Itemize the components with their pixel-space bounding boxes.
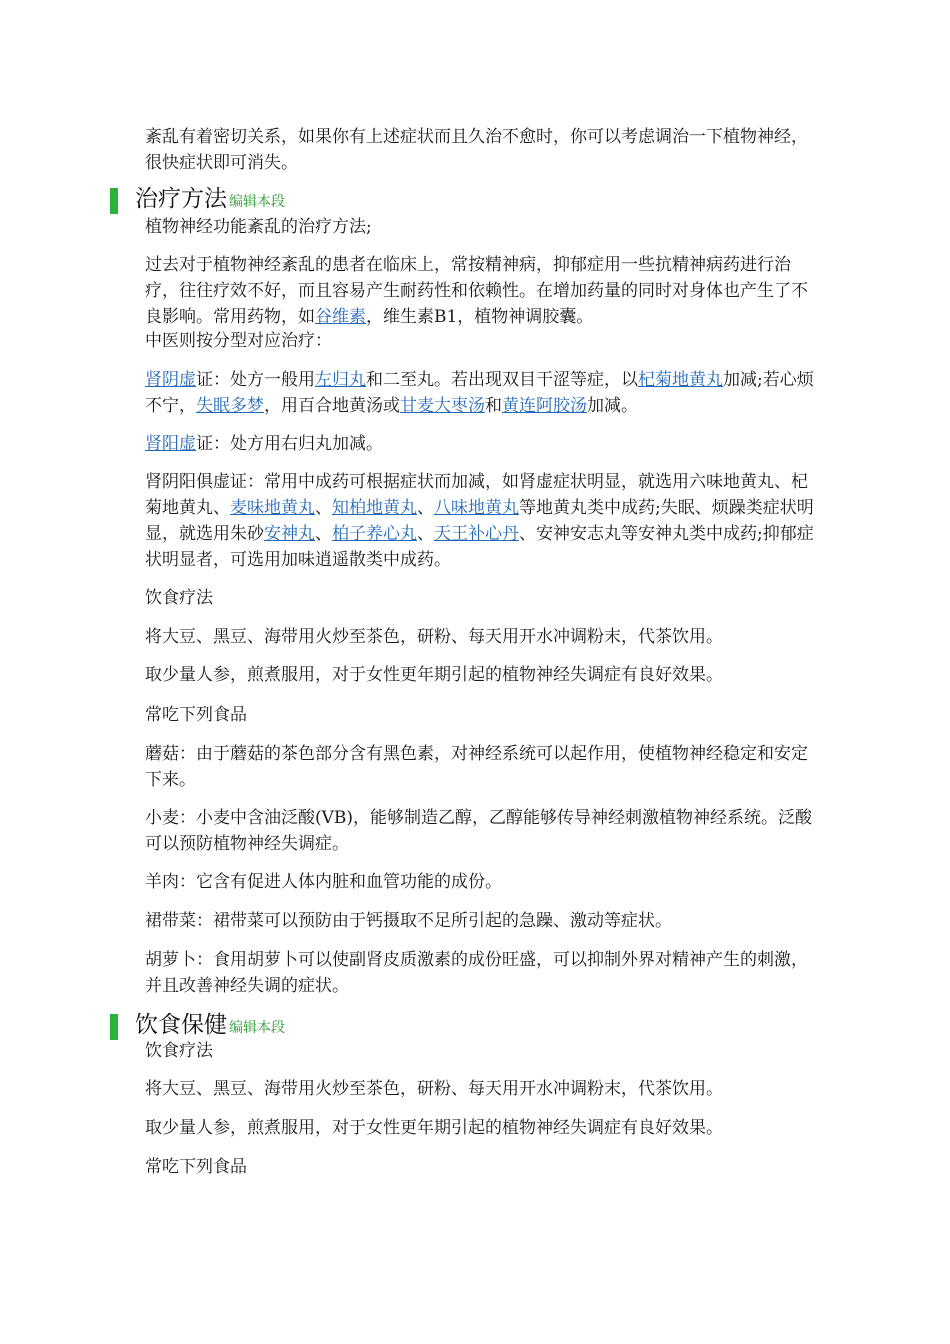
- section-title-text: 治疗方法: [135, 186, 227, 212]
- section-title-text: 饮食保健: [135, 1012, 227, 1038]
- text-run: 加减。: [587, 396, 638, 416]
- edit-section-link[interactable]: 编辑本段: [229, 194, 285, 210]
- diet-care-item-beans: 将大豆、黑豆、海带用火炒至茶色，研粉、每天用开水冲调粉末，代茶饮用。: [145, 1079, 723, 1099]
- intro-paragraph: 紊乱有着密切关系，如果你有上述症状而且久治不愈时，你可以考虑调治一下植物神经，很快症状即可消失。: [145, 127, 808, 173]
- section-title-treatment: [135, 184, 285, 217]
- food-mutton: 羊肉：它含有促进人体内脏和血管功能的成份。: [145, 872, 502, 892]
- edit-section-link[interactable]: 编辑本段: [229, 1020, 285, 1036]
- text-run: 加减;若心烦不宁，: [145, 370, 814, 416]
- yin-yang-both-paragraph: [145, 469, 815, 573]
- text-run: ，维生素B1，植物神调胶囊。: [366, 307, 594, 327]
- link-shimianduomeng[interactable]: 失眠多梦: [196, 396, 264, 416]
- diet-item-beans: 将大豆、黑豆、海带用火炒至茶色，研粉、每天用开水冲调粉末，代茶饮用。: [145, 627, 723, 647]
- link-zuoguiwan[interactable]: 左归丸: [315, 370, 366, 390]
- foods-title: 常吃下列食品: [145, 705, 247, 725]
- text-run: 、: [417, 524, 434, 544]
- treatment-intro: 植物神经功能紊乱的治疗方法;: [145, 217, 372, 237]
- text-run: 、安神安志丸等安神丸类中成药;抑郁症状明显者，可选用加味逍遥散类中成药。: [145, 524, 814, 570]
- link-zhibaidihuangwan[interactable]: 知柏地黄丸: [332, 498, 417, 518]
- link-shenyangxu[interactable]: 肾阳虚: [145, 434, 196, 454]
- diet-therapy-title: 饮食疗法: [145, 588, 213, 608]
- text-run: 过去对于植物神经紊乱的患者在临床上，常按精神病，抑郁症用一些抗精神病药进行治疗，往往疗效不好，而且容易产生耐药性和依赖性。在增加药量的同时对身体也产生了不良影响。常用药物，如: [145, 255, 808, 327]
- kidney-yin-paragraph: [145, 367, 815, 419]
- food-mushroom: 蘑菇：由于蘑菇的茶色部分含有黑色素，对神经系统可以起作用，使植物神经稳定和安定下来。: [145, 744, 808, 790]
- text-run: 肾阴阳俱虚证：常用中成药可根据症状而加减，如肾虚症状明显，就选用六味地黄丸、杞菊地黄丸、: [145, 472, 808, 518]
- section-marker-bar: [110, 1014, 118, 1040]
- link-guweisu[interactable]: 谷维素: [315, 307, 366, 327]
- diet-item-ginseng: 取少量人参，煎煮服用，对于女性更年期引起的植物神经失调症有良好效果。: [145, 665, 723, 685]
- link-baiziyangxinwan[interactable]: 柏子养心丸: [332, 524, 417, 544]
- link-baweidihuangwan[interactable]: 八味地黄丸: [434, 498, 519, 518]
- diet-care-item-ginseng: 取少量人参，煎煮服用，对于女性更年期引起的植物神经失调症有良好效果。: [145, 1118, 723, 1138]
- food-carrot: 胡萝卜：食用胡萝卜可以使副肾皮质激素的成份旺盛，可以抑制外界对精神产生的刺激，并且改善神经失调的症状。: [145, 950, 808, 996]
- link-tianwangbuxindan[interactable]: 天王补心丹: [434, 524, 519, 544]
- link-qijudihuangwan[interactable]: 杞菊地黄丸: [638, 370, 723, 390]
- text-run: 、: [417, 498, 434, 518]
- link-ganmaidazaotang[interactable]: 甘麦大枣汤: [400, 396, 485, 416]
- diet-care-therapy-title: 饮食疗法: [145, 1041, 213, 1061]
- tcm-paragraph: 中医则按分型对应治疗：: [145, 331, 332, 351]
- section-marker-bar: [110, 188, 118, 214]
- food-seaweed: 裙带菜：裙带菜可以预防由于钙摄取不足所引起的急躁、激动等症状。: [145, 911, 672, 931]
- food-wheat: 小麦：小麦中含油泛酸(VB)，能够制造乙醇，乙醇能够传导神经刺激植物神经系统。泛酸可以预防植物神经失调症。: [145, 808, 813, 854]
- diet-care-foods-title: 常吃下列食品: [145, 1157, 247, 1177]
- treatment-past-paragraph: [145, 252, 815, 330]
- text-run: 、: [315, 524, 332, 544]
- kidney-yang-paragraph: [145, 431, 815, 457]
- text-run: 和: [485, 396, 502, 416]
- link-huanglianejiaotang[interactable]: 黄连阿胶汤: [502, 396, 587, 416]
- link-shenyinxu[interactable]: 肾阴虚: [145, 370, 196, 390]
- text-run: 证：处方用右归丸加减。: [196, 434, 383, 454]
- text-run: 等地黄丸类中成药;失眠、烦躁类症状明显，就选用朱砂: [145, 498, 814, 544]
- text-run: ，用百合地黄汤或: [264, 396, 400, 416]
- text-run: 证：处方一般用: [196, 370, 315, 390]
- text-run: 、: [315, 498, 332, 518]
- link-anshenwan[interactable]: 安神丸: [264, 524, 315, 544]
- link-maiweidihuangwan[interactable]: 麦味地黄丸: [230, 498, 315, 518]
- text-run: 和二至丸。若出现双目干涩等症，以: [366, 370, 638, 390]
